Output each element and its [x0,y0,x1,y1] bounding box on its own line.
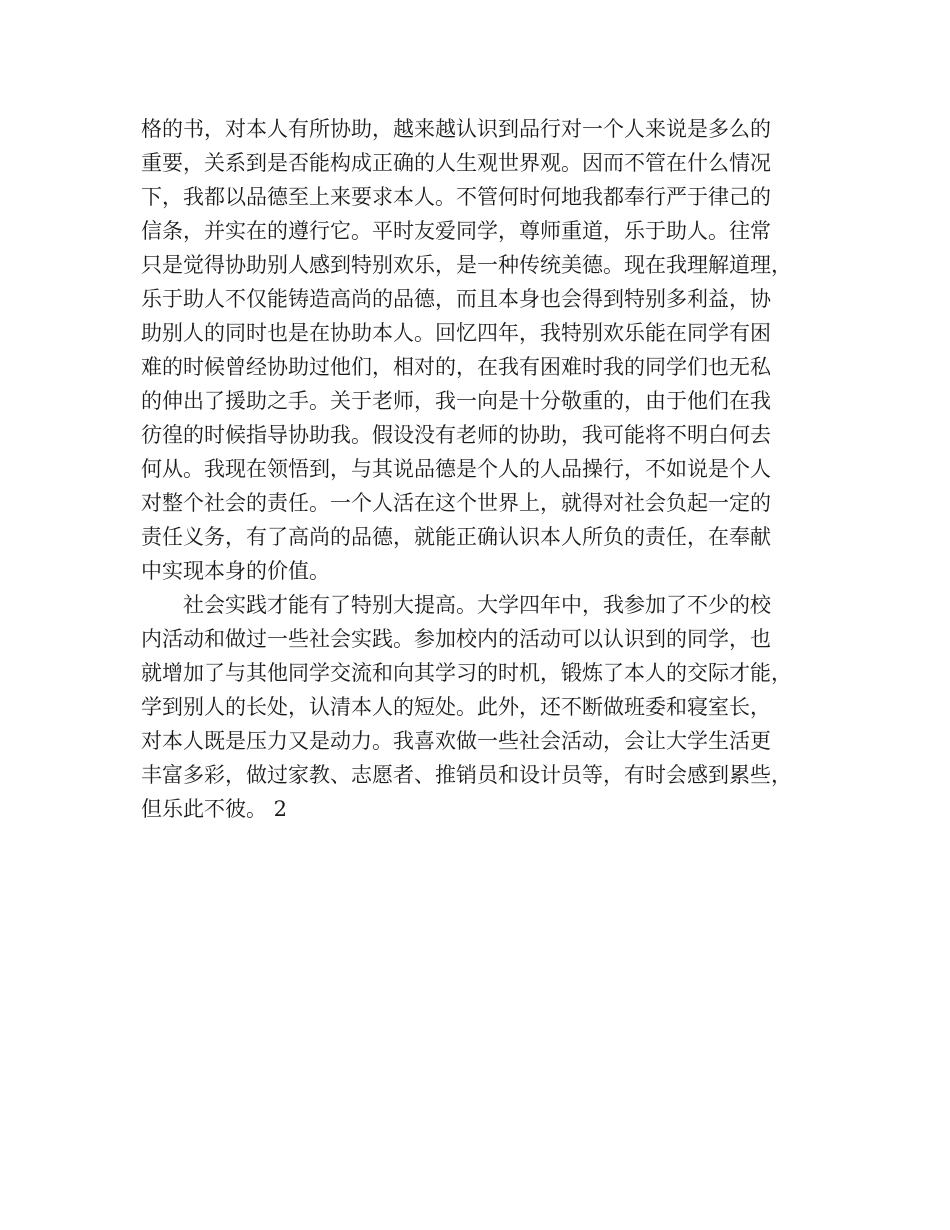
text-line: 中实现本身的价值。 [141,559,330,583]
text-line: 的伸出了援助之手。关于老师，我一向是十分敬重的，由于他们在我 [141,389,771,413]
text-line: 责任义务，有了高尚的品德，就能正确认识本人所负的责任，在奉献 [141,525,771,549]
text-line: 重要，关系到是否能构成正确的人生观世界观。因而不管在什么情况 [141,151,771,175]
text-line: 丰富多彩，做过家教、志愿者、推销员和设计员等，有时会感到累些， [141,763,792,787]
text-line: 彷徨的时候指导协助我。假设没有老师的协助，我可能将不明白何去 [141,423,771,447]
paragraph-2 [141,588,841,826]
text-line: 内活动和做过一些社会实践。参加校内的活动可以认识到的同学，也 [141,627,771,651]
text-line: 只是觉得协助别人感到特别欢乐，是一种传统美德。现在我理解道理， [141,253,792,277]
text-line: 助别人的同时也是在协助本人。回忆四年，我特别欢乐能在同学有困 [141,321,771,345]
paragraph-1 [141,112,841,588]
text-line: 信条，并实在的遵行它。平时友爱同学，尊师重道，乐于助人。往常 [141,219,771,243]
text-line: 但乐此不彼。 2 [141,797,288,821]
text-line: 乐于助人不仅能铸造高尚的品德，而且本身也会得到特别多利益，协 [141,287,771,311]
body-text [141,112,841,826]
text-line: 难的时候曾经协助过他们，相对的，在我有困难时我的同学们也无私 [141,355,771,379]
text-line: 格的书，对本人有所协助，越来越认识到品行对一个人来说是多么的 [141,117,771,141]
text-line: 对整个社会的责任。一个人活在这个世界上，就得对社会负起一定的 [141,491,771,515]
text-line: 对本人既是压力又是动力。我喜欢做一些社会活动，会让大学生活更 [141,729,771,753]
text-line: 何从。我现在领悟到，与其说品德是个人的人品操行，不如说是个人 [141,457,771,481]
text-line: 下，我都以品德至上来要求本人。不管何时何地我都奉行严于律己的 [141,185,771,209]
text-line: 学到别人的长处，认清本人的短处。此外，还不断做班委和寝室长， [141,695,771,719]
text-line: 就增加了与其他同学交流和向其学习的时机，锻炼了本人的交际才能， [141,661,792,685]
text-line: 社会实践才能有了特别大提高。大学四年中，我参加了不少的校 [183,593,771,617]
